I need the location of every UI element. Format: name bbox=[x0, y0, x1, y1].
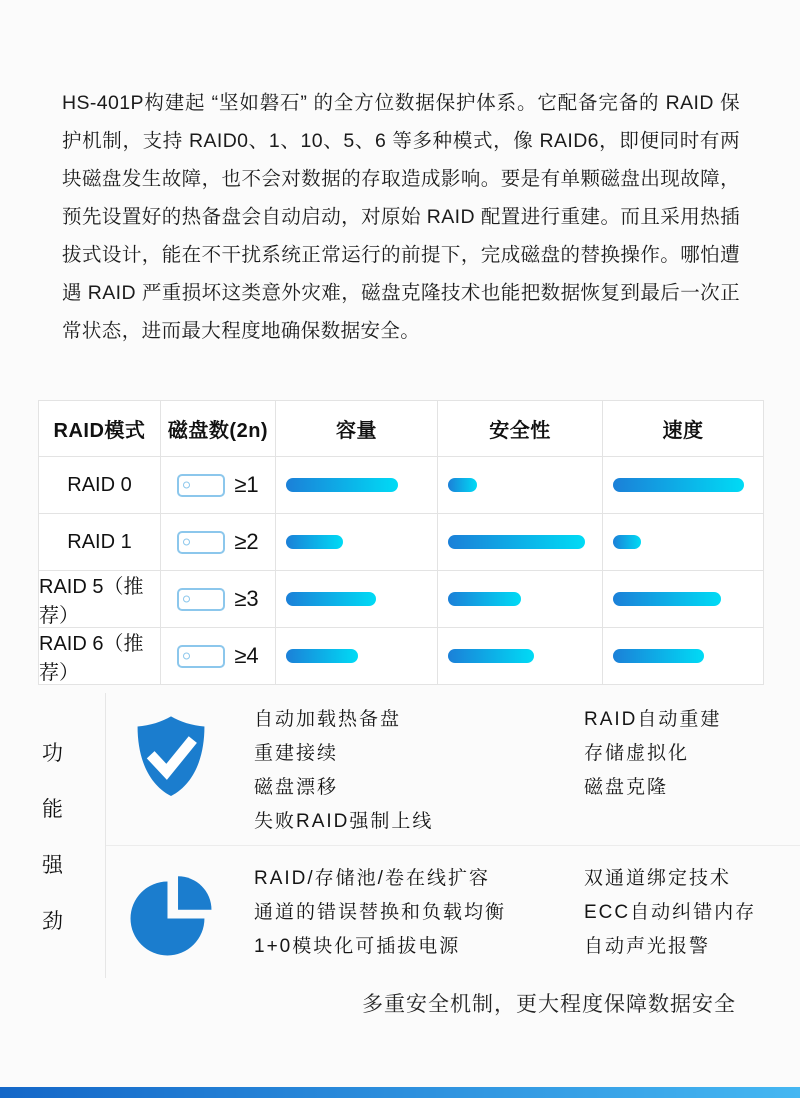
raid-mode-label: RAID 6（推荐） bbox=[39, 628, 161, 685]
feature-item: 自动加载热备盘 bbox=[254, 709, 402, 730]
capacity-rating-bar bbox=[286, 649, 358, 663]
features-side-label-char: 强 bbox=[42, 853, 63, 877]
table-row bbox=[39, 514, 764, 571]
speed-rating-bar bbox=[613, 478, 744, 492]
security-cell bbox=[438, 571, 603, 628]
disk-count-value: ≥1 bbox=[234, 472, 259, 497]
disk-led-icon bbox=[183, 482, 190, 489]
table-row bbox=[39, 628, 764, 685]
column-header-disk-count: 磁盘数(2n) bbox=[161, 401, 276, 457]
security-cell bbox=[438, 457, 603, 514]
feature-item: 通道的错误替换和负载均衡 bbox=[254, 902, 507, 923]
capacity-cell bbox=[276, 457, 438, 514]
table-body bbox=[39, 457, 764, 685]
security-cell bbox=[438, 628, 603, 685]
feature-item: 双通道绑定技术 bbox=[584, 868, 732, 889]
features-side-label bbox=[0, 693, 106, 978]
speed-rating-bar bbox=[613, 592, 721, 606]
security-rating-bar bbox=[448, 478, 477, 492]
feature-item: 存储虚拟化 bbox=[584, 743, 690, 764]
disk-count-cell bbox=[161, 457, 276, 514]
feature-item: 自动声光报警 bbox=[584, 936, 711, 957]
feature-groups bbox=[106, 693, 800, 978]
disk-count-cell bbox=[161, 628, 276, 685]
raid-mode-label: RAID 1 bbox=[39, 514, 161, 571]
raid-mode-label: RAID 5（推荐） bbox=[39, 571, 161, 628]
feature-group bbox=[106, 693, 800, 845]
feature-item: RAID自动重建 bbox=[584, 709, 722, 730]
disk-count-value: ≥2 bbox=[234, 529, 259, 554]
feature-group bbox=[106, 845, 800, 978]
speed-cell bbox=[603, 628, 764, 685]
column-header-capacity: 容量 bbox=[276, 401, 438, 457]
disk-led-icon bbox=[183, 653, 190, 660]
speed-cell bbox=[603, 457, 764, 514]
speed-cell bbox=[603, 514, 764, 571]
features-side-label-char: 能 bbox=[42, 797, 63, 821]
column-header-raid-mode: RAID模式 bbox=[39, 401, 161, 457]
disk-count-cell bbox=[161, 571, 276, 628]
security-rating-bar bbox=[448, 592, 521, 606]
security-rating-bar bbox=[448, 649, 534, 663]
features-side-label-char: 劲 bbox=[42, 909, 63, 933]
feature-item: 重建接续 bbox=[254, 743, 339, 764]
disk-drive-icon bbox=[177, 645, 225, 668]
column-header-security: 安全性 bbox=[438, 401, 603, 457]
pie-chart-icon bbox=[126, 868, 216, 962]
feature-list-right bbox=[584, 701, 774, 805]
disk-drive-icon bbox=[177, 531, 225, 554]
capacity-rating-bar bbox=[286, 535, 343, 549]
disk-drive-icon bbox=[177, 474, 225, 497]
column-header-speed: 速度 bbox=[603, 401, 764, 457]
table-row bbox=[39, 457, 764, 514]
speed-rating-bar bbox=[613, 535, 641, 549]
features-side-label-char: 功 bbox=[42, 741, 63, 765]
capacity-cell bbox=[276, 571, 438, 628]
disk-count-cell bbox=[161, 514, 276, 571]
feature-item: 失败RAID强制上线 bbox=[254, 811, 434, 832]
feature-item: RAID/存储池/卷在线扩容 bbox=[254, 868, 490, 889]
shield-check-icon bbox=[126, 709, 216, 803]
intro-paragraph: HS-401P构建起 “坚如磐石” 的全方位数据保护体系。它配备完备的 RAID 保护机制，支持 RAID0、1、10、5、6 等多种模式，像 RAID6，即便同时有两块磁盘发生故障，也不会对数据的存取造成影响。要是有单颗磁盘出现故障，预先设置好的热备盘会自动启动，对原始 RAID 配置进行重建。而且采用热插拔式设计，能在不干扰系统正常运行的前提下，完成磁盘的替换操作。哪怕遭遇 RAID 严重损坏这类意外灾难，磁盘克隆技术也能把数据恢复到最后一次正常状态，进而最大程度地确保数据安全。 bbox=[62, 92, 740, 342]
feature-item: 磁盘克隆 bbox=[584, 777, 669, 798]
footer-accent-bar bbox=[0, 1087, 800, 1098]
feature-item: ECC自动纠错内存 bbox=[584, 902, 757, 923]
security-cell bbox=[438, 514, 603, 571]
disk-led-icon bbox=[183, 596, 190, 603]
features-section bbox=[0, 693, 800, 978]
feature-item: 磁盘漂移 bbox=[254, 777, 339, 798]
disk-count-value: ≥3 bbox=[234, 586, 259, 611]
table-row bbox=[39, 571, 764, 628]
feature-item: 1+0模块化可插拔电源 bbox=[254, 936, 461, 957]
disk-drive-icon bbox=[177, 588, 225, 611]
capacity-rating-bar bbox=[286, 478, 398, 492]
tagline: 多重安全机制，更大程度保障数据安全 bbox=[362, 993, 736, 1016]
feature-list-left bbox=[254, 701, 584, 839]
raid-mode-label: RAID 0 bbox=[39, 457, 161, 514]
disk-led-icon bbox=[183, 539, 190, 546]
speed-cell bbox=[603, 571, 764, 628]
capacity-rating-bar bbox=[286, 592, 376, 606]
table-header-row bbox=[39, 401, 764, 457]
security-rating-bar bbox=[448, 535, 585, 549]
capacity-cell bbox=[276, 628, 438, 685]
feature-list-right bbox=[584, 860, 774, 964]
speed-rating-bar bbox=[613, 649, 704, 663]
capacity-cell bbox=[276, 514, 438, 571]
disk-count-value: ≥4 bbox=[234, 643, 259, 668]
feature-list-left bbox=[254, 860, 584, 964]
raid-comparison-table bbox=[38, 400, 764, 685]
